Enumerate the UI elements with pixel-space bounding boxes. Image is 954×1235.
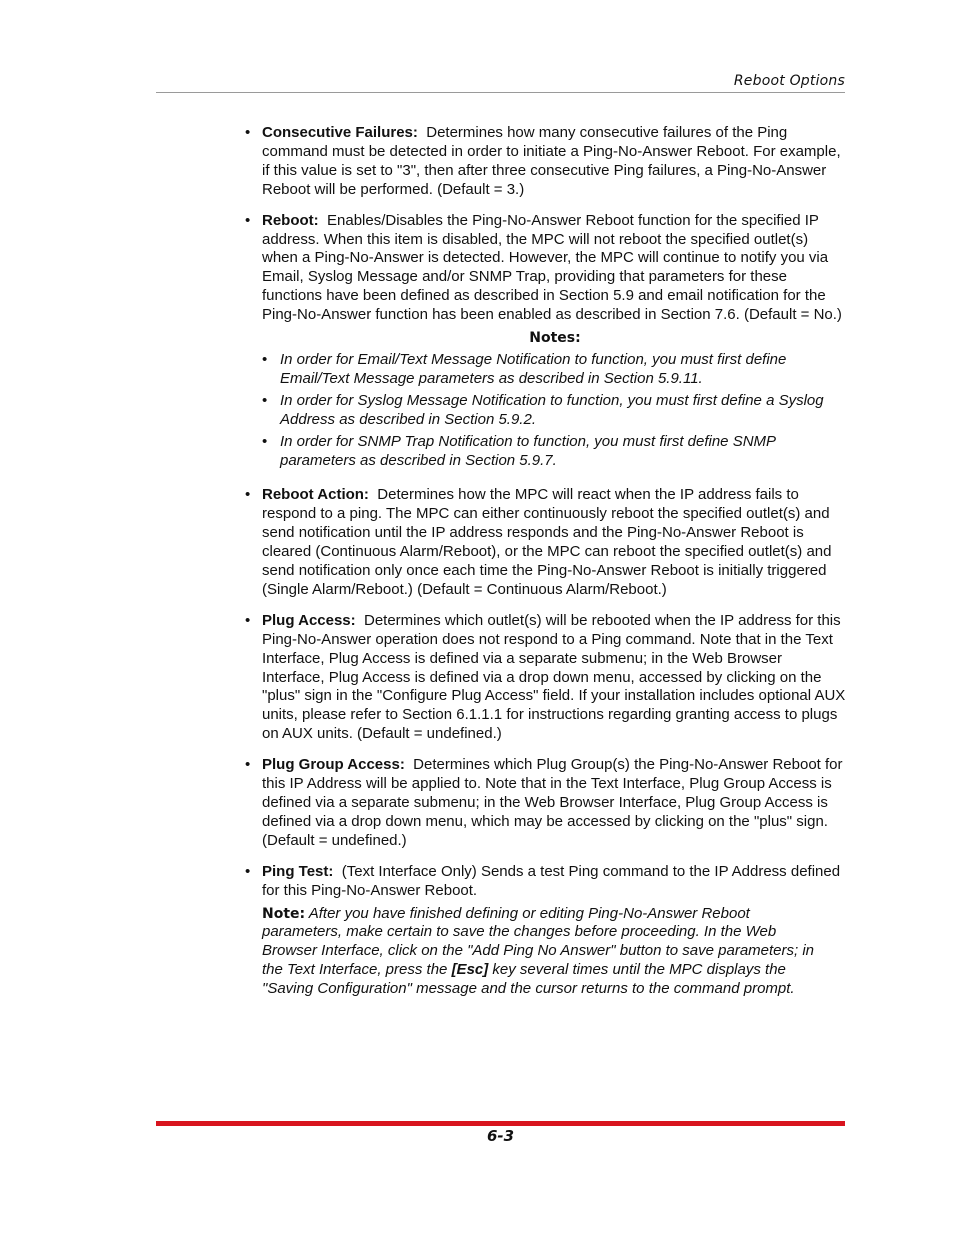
item-label: Plug Group Access: xyxy=(262,756,405,774)
item-label: Ping Test: xyxy=(262,862,334,880)
note-text: In order for Email/Text Message Notification to function, you must first define Email/Text Message parameters as described in Section 5.9.11. xyxy=(280,350,787,387)
bullet: • xyxy=(245,124,251,141)
list-item-consecutive-failures xyxy=(240,124,848,200)
note-text: In order for Syslog Message Notification to function, you must first define a Syslog Address as described in Section 5.9.2. xyxy=(280,391,824,428)
note-item xyxy=(262,433,848,471)
page-number: 6-3 xyxy=(486,1127,515,1145)
list-item-reboot-action xyxy=(240,486,848,599)
save-note xyxy=(262,905,848,1000)
item-text: Determines how many consecutive failures of the Ping command must be detected in order to initiate a Ping-No-Answer Reboot. For example, if this value is set to "3", then after three consecutive Ping failures, a Ping-No-Answer Reboot will be performed. (Default = 3.) xyxy=(262,124,841,198)
item-label: Reboot: xyxy=(262,211,319,229)
note-label: Note: xyxy=(262,905,306,922)
bullet: • xyxy=(262,432,268,450)
bullet: • xyxy=(262,391,268,409)
list-item-plug-access xyxy=(240,612,848,744)
notes-title: Notes: xyxy=(529,330,581,347)
bullet: • xyxy=(262,350,268,368)
list-item-ping-test xyxy=(240,863,848,999)
item-text: Determines which outlet(s) will be rebooted when the IP address for this Ping-No-Answer operation does not respond to a Ping command. Note that in the Text Interface, Plug Access is defined via a separate submenu; in the Web Browser Interface, Plug Access is defined via a drop down menu, accessed by clicking on the "plus" sign in the "Configure Plug Access" field. If your installation includes optional AUX units, please refer to Section 6.1.1.1 for instructions regarding granting access to plugs on AUX units. (Default = undefined.) xyxy=(262,611,846,743)
notes-list xyxy=(262,351,848,470)
bullet: • xyxy=(245,862,251,880)
item-text: Determines how the MPC will react when the IP address fails to respond to a ping. The MPC can either continuously reboot the specified outlet(s) and send notification until the IP address responds and the Ping-No-Answer Reboot is cleared (Continuous Alarm/Reboot), or the MPC can reboot the specified outlet(s) and send notification only once each time the Ping-No-Answer Reboot is initially triggered (Single Alarm/Reboot.) (Default = Continuous Alarm/Reboot.) xyxy=(262,486,832,598)
bullet: • xyxy=(245,611,251,629)
note-text: After you have finished defining or editing Ping-No-Answer Reboot parameters, make certain to save the changes before proceeding. In the Web Browser Interface, click on the "Add Ping No Answer" button to save parameters; in the Text Interface, press the xyxy=(262,904,815,979)
item-label: Consecutive Failures: xyxy=(262,124,418,141)
note-item xyxy=(262,392,848,430)
note-item xyxy=(262,351,848,389)
page-content xyxy=(240,124,848,1011)
bullet: • xyxy=(245,211,251,229)
running-header: Reboot Options xyxy=(733,73,845,89)
footer-rule xyxy=(156,1121,845,1126)
item-label: Reboot Action: xyxy=(262,486,369,504)
note-text: In order for SNMP Trap Notification to function, you must first define SNMP parameters as described in Section 5.9.7. xyxy=(280,432,776,469)
bullet: • xyxy=(245,486,251,504)
item-text: (Text Interface Only) Sends a test Ping command to the IP Address defined for this Ping-No-Answer Reboot. xyxy=(262,862,841,899)
item-text: Determines which Plug Group(s) the Ping-No-Answer Reboot for this IP Address will be applied to. Note that in the Text Interface, Plug Group Access is defined via a separate submenu; in the Web Browser Interface, Plug Group Access is defined via a drop down menu, which may be accessed by clicking on the "plus" sign. (Default = undefined.) xyxy=(262,756,843,849)
list-item-plug-group-access xyxy=(240,756,848,851)
note-text: key several times until the MPC displays the "Saving Configuration" message and the cursor returns to the command prompt. xyxy=(262,961,795,998)
list-item-reboot xyxy=(240,212,848,471)
esc-key-label: [Esc] xyxy=(451,961,489,979)
item-text: Enables/Disables the Ping-No-Answer Reboot function for the specified IP address. When this item is disabled, the MPC will not reboot the specified outlet(s) when a Ping-No-Answer is detected. However, the MPC will continue to notify you via Email, Syslog Message and/or SNMP Trap, providing that parameters for these functions have been defined as described in Section 5.9 and email notification for the Ping-No-Answer function has been enabled as described in Section 7.6. (Default = No.) xyxy=(262,211,842,324)
item-label: Plug Access: xyxy=(262,611,356,629)
header-rule xyxy=(156,92,845,93)
bullet: • xyxy=(245,756,251,774)
